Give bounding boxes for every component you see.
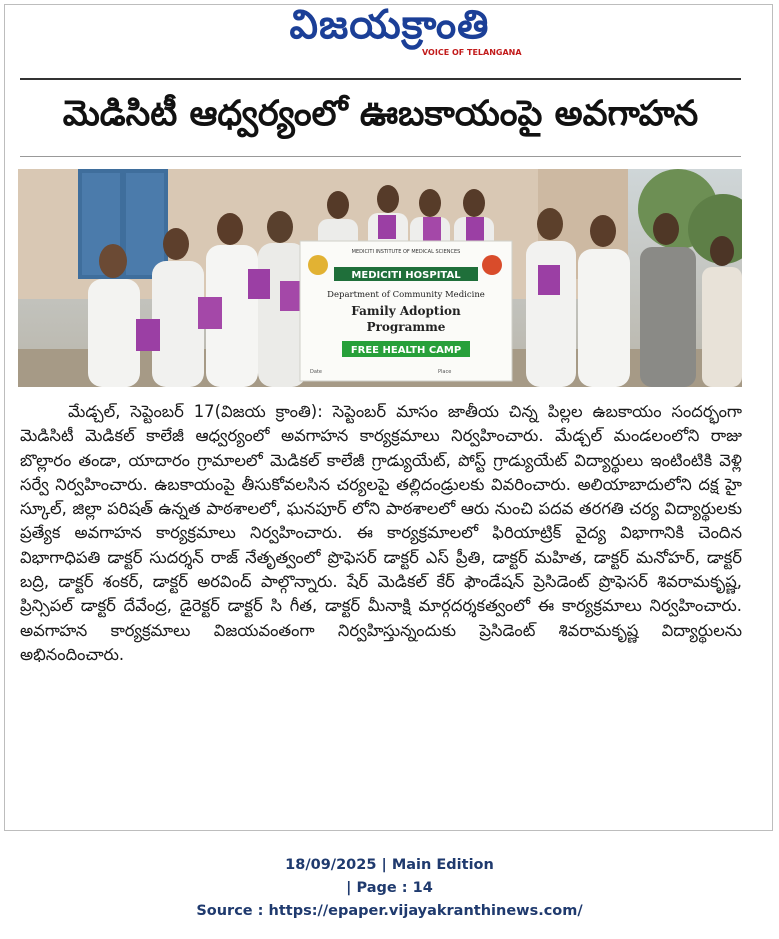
article-paragraph: మేడ్చల్, సెప్టెంబర్ 17(విజయ క్రాంతి): సెప్టెంబర్ మాసం జాతీయ చిన్న పిల్లల ఉబకాయం సందర్భంగా మెడిసిటీ మెడికల్ కాలేజీ ఆధ్వర్యంలో అవగాహన కార్యక్రమాలు నిర్వహించారు. మేడ్చల్ మండలంలోని రాజు బొల్లారం తండా, యాదారం గ్రామాలలో మెడికల్ కాలేజీ గ్రాడ్యుయేట్, పోస్ట్ గ్రాడ్యుయేట్ విద్యార్థులు ఇంటింటికి వెళ్లి సర్వే నిర్వహించారు. ఉబకాయంపై తీసుకోవలసిన చర్యలపై తల్లిదండ్రులకు వివరించారు. అలియాబాదులోని దక్ష హై స్కూల్, జిల్లా పరిషత్ ఉన్నత పాఠశాలలో, ఘనపూర్ లోని పాఠశాలలో ఆరు నుంచి పదవ తరగతి చర్య విద్యార్థులకు ప్రత్యేక అవగాహన కార్యక్రమాలు నిర్వహించారు. ఈ కార్యక్రమాలలో ఫిరియాట్రిక్ వైద్య విభాగానికి చెందిన విభాగాధిపతి డాక్టర్ సుదర్శన్ రాజ్ నేతృత్వంలో ప్రొఫెసర్ డాక్టర్ ఎస్ ప్రీతి, డాక్టర్ మహిత, డాక్టర్ మనోహర్, డాక్టర్ బద్రి, డాక్టర్ శంకర్, డాక్టర్ అరవింద్ పాల్గొన్నారు. షేర్ మెడికల్ కేర్ ఫౌండేషన్ ప్రెసిడెంట్ ప్రొఫెసర్ శివరామకృష్ణ, ప్రిన్సిపల్ డాక్టర్ దేవేంద్ర, డైరెక్టర్ డాక్టర్ సి గీత, డాక్టర్ మీనాక్షి మార్గదర్శకత్వంలో ఈ కార్యక్రమాలు నిర్వహించారు. అవగాహన కార్యక్రమాలు విజయవంతంగా నిర్వహిస్తున్నందుకు ప్రెసిడెంట్ శివరామకృష్ణ విద్యార్థులను అభినందించారు.: [20, 402, 742, 664]
health-camp-photo: [18, 169, 742, 387]
event-banner: [300, 241, 512, 381]
article-photo: [18, 169, 742, 387]
banner-program-line1: Family Adoption: [351, 304, 461, 318]
footer-date-edition: 18/09/2025 | Main Edition: [285, 857, 494, 873]
banner-hospital-text: MEDICITI HOSPITAL: [351, 270, 461, 281]
banner-program-line2: Programme: [366, 320, 446, 334]
footer-page: | Page : 14: [346, 880, 433, 896]
masthead: [0, 0, 779, 72]
article-headline: మెడిసిటీ ఆధ్వర్యంలో ఊబకాయంపై అవగాహన: [62, 94, 699, 134]
top-rule: [20, 78, 741, 80]
footer-source-link[interactable]: Source : https://epaper.vijayakranthinews.com/: [196, 903, 583, 919]
logo-tagline: VOICE OF TELANGANA: [422, 48, 522, 57]
banner-department-text: Department of Community Medicine: [327, 290, 485, 300]
article-body: [20, 400, 742, 667]
headline-rule: [20, 156, 741, 157]
banner-institute-text: MEDICITI INSTITUTE OF MEDICAL SCIENCES: [351, 249, 461, 255]
banner-place-label: Place: [438, 369, 452, 375]
banner-camp-text: FREE HEALTH CAMP: [350, 345, 462, 356]
banner-date-label: Date: [310, 369, 322, 375]
newspaper-logo: విజయక్రాంతి: [289, 2, 490, 48]
